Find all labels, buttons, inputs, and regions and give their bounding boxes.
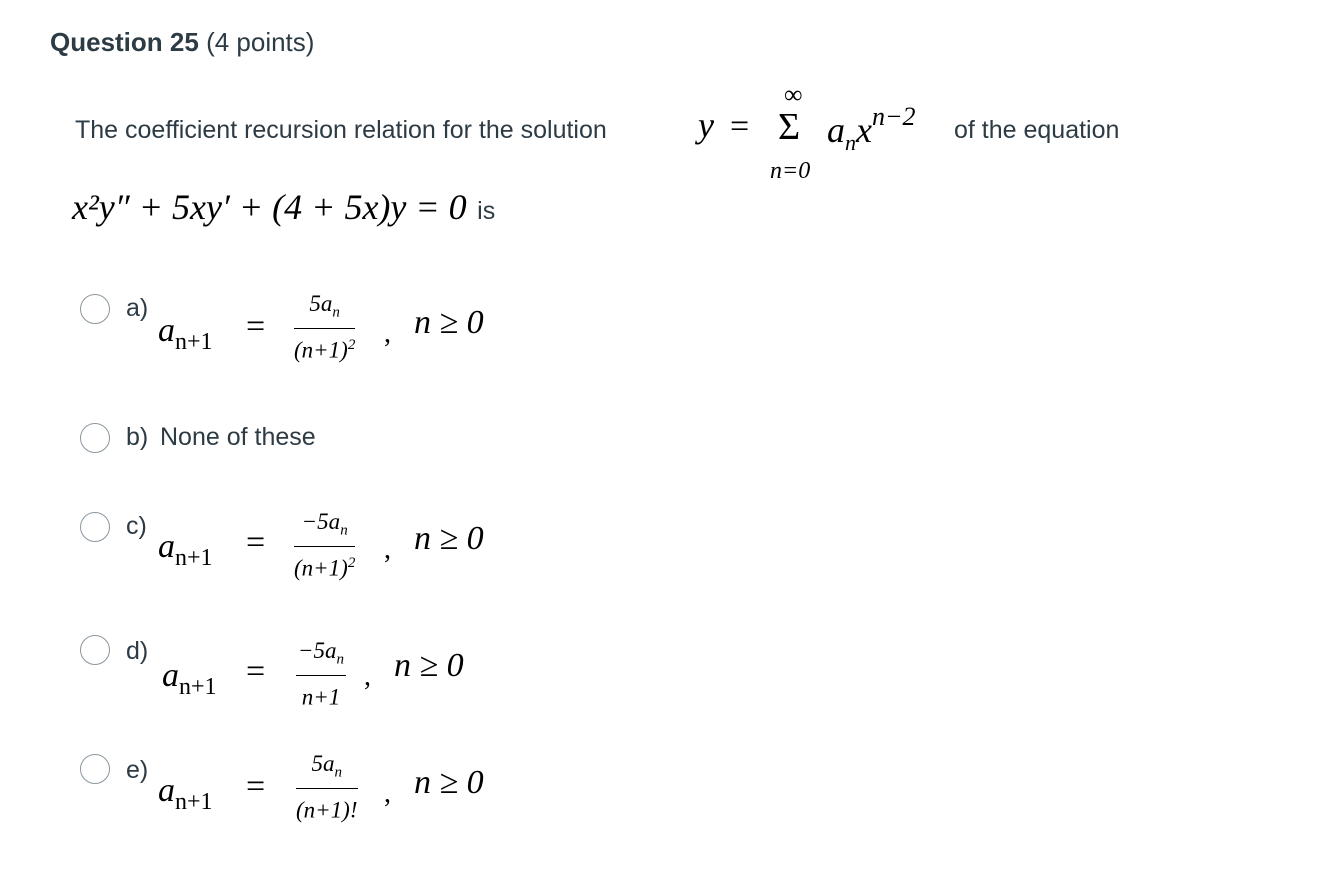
answer-lhs-c: $a_{n+1}$ bbox=[158, 528, 213, 571]
radio-button-e[interactable] bbox=[80, 754, 110, 784]
question-title: Question 25 bbox=[50, 27, 199, 57]
answer-math-a bbox=[158, 290, 658, 380]
solution-y: y bbox=[698, 105, 714, 145]
sum-upper-limit: ∞ bbox=[784, 80, 803, 109]
sum-lower-limit: n=0 bbox=[770, 158, 811, 184]
sum-term-x: x bbox=[856, 110, 872, 150]
answer-label-a: a) bbox=[126, 294, 149, 322]
answer-math-d bbox=[162, 633, 662, 723]
answer-condition-d: n ≥ 0 bbox=[394, 647, 464, 684]
answer-equals-d: = bbox=[246, 653, 266, 690]
answer-option-a[interactable] bbox=[80, 290, 780, 380]
answer-lhs-d: $a_{n+1}$ bbox=[162, 657, 217, 700]
answer-fraction-d: $-5a_n$ n+1 bbox=[298, 638, 345, 710]
answer-option-e[interactable] bbox=[80, 750, 780, 840]
answer-text-b: None of these bbox=[160, 423, 316, 451]
answer-label-e: e) bbox=[126, 756, 149, 784]
sum-term bbox=[827, 102, 916, 156]
radio-button-d[interactable] bbox=[80, 635, 110, 665]
answer-label-d: d) bbox=[126, 637, 149, 665]
answer-lhs-a: $a_{n+1}$ bbox=[158, 312, 213, 355]
answer-label-c: c) bbox=[126, 512, 147, 540]
answer-fraction-e: $5a_n$ (n+1)! bbox=[296, 751, 358, 823]
answer-comma-a: , bbox=[384, 318, 391, 349]
answer-comma-c: , bbox=[384, 534, 391, 565]
answer-label-b: b) bbox=[126, 423, 149, 451]
answer-equals-e: = bbox=[246, 768, 266, 805]
question-text-after: of the equation bbox=[954, 116, 1120, 144]
answer-condition-e: n ≥ 0 bbox=[414, 764, 484, 801]
question-equation-suffix: is bbox=[477, 197, 496, 225]
sum-term-a-sub: n bbox=[845, 130, 856, 156]
question-equation-line bbox=[72, 186, 495, 228]
answer-lhs-e: $a_{n+1}$ bbox=[158, 772, 213, 815]
answer-equals-c: = bbox=[246, 524, 266, 561]
answer-comma-e: , bbox=[384, 778, 391, 809]
answer-condition-c: n ≥ 0 bbox=[414, 520, 484, 557]
answer-option-b[interactable] bbox=[80, 421, 780, 511]
answer-option-d[interactable] bbox=[80, 633, 780, 723]
question-header bbox=[50, 27, 314, 58]
sum-symbol: Σ bbox=[778, 106, 801, 148]
answer-option-c[interactable] bbox=[80, 508, 780, 598]
answer-comma-d: , bbox=[364, 661, 371, 692]
answer-fraction-c: $-5a_n$ $(n+1)^2$ bbox=[294, 509, 356, 581]
question-points: (4 points) bbox=[206, 27, 315, 57]
answer-math-e bbox=[158, 750, 658, 840]
summation bbox=[770, 80, 830, 190]
question-text-before: The coefficient recursion relation for the solution bbox=[75, 116, 607, 144]
solution-equals: = bbox=[730, 108, 750, 145]
answer-condition-a: n ≥ 0 bbox=[414, 304, 484, 341]
answer-math-c bbox=[158, 508, 658, 598]
radio-button-c[interactable] bbox=[80, 512, 110, 542]
radio-button-a[interactable] bbox=[80, 294, 110, 324]
sum-term-x-sup: n−2 bbox=[871, 102, 916, 131]
sum-term-a: a bbox=[827, 110, 845, 150]
radio-button-b[interactable] bbox=[80, 423, 110, 453]
answer-equals-a: = bbox=[246, 308, 266, 345]
differential-equation: x²y″ + 5xy′ + (4 + 5x)y = 0 bbox=[72, 187, 467, 227]
answer-fraction-a: $5a_n$ $(n+1)^2$ bbox=[294, 291, 356, 363]
